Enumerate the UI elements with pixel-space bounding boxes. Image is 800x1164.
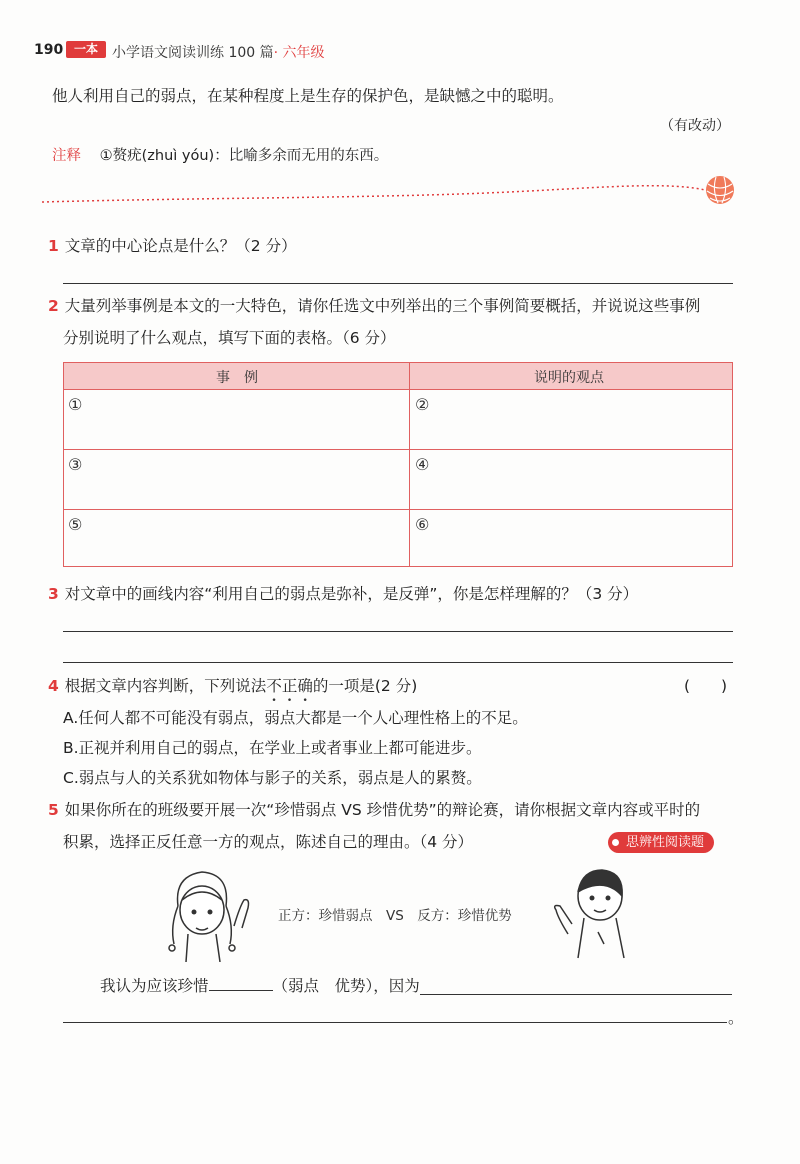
question-4-number: 4 [48,677,59,695]
question-5 [48,800,700,820]
emphasis-char: 确 [297,677,313,695]
reason-line-1[interactable] [420,994,732,995]
book-title [112,42,325,62]
badge-label: 思辨性阅读题 [626,835,705,850]
question-3 [48,584,638,604]
critical-reading-badge [608,832,714,853]
table-cell-2[interactable]: ② [415,395,430,414]
answer-line-1[interactable] [63,283,733,284]
passage-end: 他人利用自己的弱点，在某种程度上是生存的保护色，是缺憾之中的聪明。 [52,87,564,105]
question-4-stem-pre: 根据文章内容判断，下列说法 [64,677,267,695]
question-5-number: 5 [48,801,59,819]
question-1 [48,236,297,256]
series-badge: 一本 [66,41,106,58]
table-header-row [64,363,732,389]
table-header-viewpoints: 说明的观点 [534,370,604,386]
answer-line-3a[interactable] [63,631,733,632]
table-cell-3[interactable]: ③ [68,455,83,474]
answer-table [63,362,733,567]
emphasis-char: 正 [281,677,298,695]
annotation [52,146,388,166]
badge-dot-icon [612,839,619,846]
boy-illustration [548,862,638,962]
question-3-text: 对文章中的画线内容“利用自己的弱点是弥补，是反弹”，你是怎样理解的？（3 分） [64,585,639,603]
option-a[interactable]: A.任何人都不可能没有弱点，弱点大都是一个人心理性格上的不足。 [63,709,528,727]
question-5-line1: 如果你所在的班级要开展一次“珍惜弱点 VS 珍惜优势”的辩论赛，请你根据文章内容或平时的 [64,801,701,819]
debate-topics: 正方：珍惜弱点 VS 反方：珍惜优势 [278,908,512,924]
annotation-label: 注释 [52,148,81,164]
table-row-divider [64,509,732,510]
table-cell-4[interactable]: ④ [415,455,430,474]
table-cell-1[interactable]: ① [68,395,83,414]
option-b[interactable]: B.正视并利用自己的弱点，在学业上或者事业上都可能进步。 [63,739,482,757]
answer-line-3b[interactable] [63,662,733,663]
yarn-ball-icon [706,176,734,204]
table-header-examples: 事 例 [216,370,258,386]
table-cell-6[interactable]: ⑥ [415,515,430,534]
question-5-line2: 积累，选择正反任意一方的观点，陈述自己的理由。（4 分） [63,833,474,851]
table-cell-5[interactable]: ⑤ [68,515,83,534]
emphasis-char: 不 [266,677,282,695]
question-2-number: 2 [48,297,59,315]
question-1-text: 文章的中心论点是什么？（2 分） [64,237,297,255]
end-period: 。 [728,1009,744,1027]
question-4-stem-post: 的一项是(2 分) [312,677,418,695]
answer-choice: （弱点 优势），因为 [272,977,420,995]
choice-blank[interactable] [209,990,273,991]
table-row-divider [64,389,732,390]
table-column-divider [409,363,410,566]
question-2 [48,296,700,316]
question-2-line2: 分别说明了什么观点，填写下面的表格。（6 分） [63,329,396,347]
answer-prefix: 我认为应该珍惜 [100,977,209,995]
table-row-divider [64,449,732,450]
grade-label: · 六年级 [273,45,325,61]
page-number: 190 [34,42,64,58]
answer-sentence [100,976,420,996]
source-note: （有改动） [660,118,730,134]
annotation-text: ①赘疣(zhuì yóu)：比喻多余而无用的东西。 [99,148,389,164]
decorative-divider [40,172,740,214]
girl-illustration [160,866,260,962]
question-2-line1: 大量列举事例是本文的一大特色，请你任选文中列举出的三个事例简要概括，并说说这些事例 [64,297,701,315]
question-1-number: 1 [48,237,59,255]
question-4 [48,676,417,696]
question-3-number: 3 [48,585,59,603]
book-title-text: 小学语文阅读训练 100 篇 [112,45,274,61]
reason-line-2[interactable] [63,1022,727,1023]
answer-bracket[interactable]: ( ) [684,677,728,695]
option-c[interactable]: C.弱点与人的关系犹如物体与影子的关系，弱点是人的累赘。 [63,769,482,787]
